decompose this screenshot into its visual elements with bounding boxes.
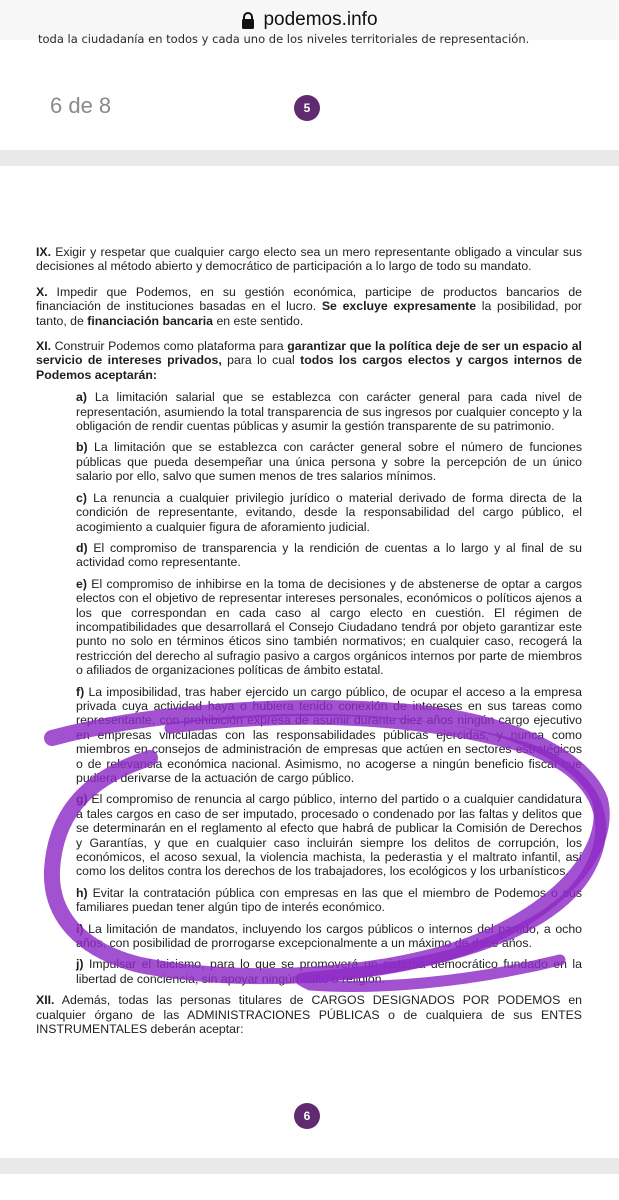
paragraph-xii: XII. Además, todas las personas titulares de CARGOS DESIGNADOS POR PODEMOS en cualquier órgano de las ADMINISTRACIONES PÚBLICAS o de cualquiera de sus ENTES INSTRUMENTALES deberán aceptar:	[36, 993, 582, 1037]
commitments-list	[76, 390, 582, 986]
list-item: b) La limitación que se establezca con carácter general sobre el número de funciones públicas que pueda desempeñar una única persona y sobre la percepción de un único salario por ello, salvo que sumen menos de tres salarios mínimos.	[76, 440, 582, 484]
document-page	[36, 245, 582, 1048]
paragraph-ix: IX. Exigir y respetar que cualquier cargo electo sea un mero representante obligado a vincular sus decisiones al método abierto y democrático de participación a lo largo de todo su mandato.	[36, 245, 582, 274]
page-number-badge: 5	[294, 95, 320, 121]
url-text: podemos.info	[263, 9, 378, 30]
list-item: j) Impulsar el laicismo, para lo que se promoverá un sistema democrático fundado en la libertad de conciencia, sin apoyar ningún culto o religión.	[76, 957, 582, 986]
page-number-badge-bottom: 6	[294, 1103, 320, 1129]
list-item: h) Evitar la contratación pública con empresas en las que el miembro de Podemos o sus familiares puedan tener algún tipo de interés económico.	[76, 885, 582, 915]
paragraph-x: X. Impedir que Podemos, en su gestión económica, participe de productos bancarios de financiación de instituciones basadas en el lucro. Se excluye expresamente la posibilidad, por tanto, de financiación bancaria en este sentido.	[36, 284, 582, 328]
previous-page-fragment	[0, 32, 619, 80]
page-separator-bottom	[0, 1158, 619, 1174]
list-item: i) La limitación de mandatos, incluyendo los cargos públicos o internos del partido, a ocho años, con posibilidad de prorrogarse excepcionalmente a un máximo de doce años.	[76, 921, 582, 951]
list-item: d) El compromiso de transparencia y la rendición de cuentas a lo largo y al final de su actividad como representante.	[76, 540, 582, 570]
cut-off-text: toda la ciudadanía en todos y cada uno de los niveles territoriales de representación.	[38, 32, 530, 46]
page-counter: 6 de 8	[50, 93, 112, 118]
list-item: g) El compromiso de renuncia al cargo público, interno del partido o a cualquier candidatura a tales cargos en caso de ser imputado, procesado o condenado por las faltas y delitos que se determinarán en el reglamento al efecto que habrá de publicar la Comisión de Derechos y Garantías, y que en cualquier caso incluirán siempre los delitos de corrupción, los económicos, el acoso sexual, la violencia machista, la pederastia y el maltrato infantil, así como los delitos contra los derechos de los trabajadores, los ecológicos y los urbanísticos.	[76, 792, 582, 879]
list-item: f) La imposibilidad, tras haber ejercido un cargo público, de ocupar el acceso a la empresa privada cuya actividad haya o hubiera tenido conexión de intereses en sus tareas como representante, con prohibición expresa de asumir durante diez años ningún cargo ejecutivo en empresas vinculadas con las responsabilidades públicas ejercidas, y nunca como miembros en consejos de administración de empresas que actúen en sectores estratégicos o de relevancia económica nacional. Asimismo, no acogerse a ningún beneficio fiscal que pudiera derivarse de la actuación de cargo público.	[76, 684, 582, 785]
list-item: a) La limitación salarial que se establezca con carácter general para cada nivel de representación, asumiendo la total transparencia de sus ingresos por cualquier concepto y la obligación de rendir cuentas públicas y asumir la gestión transparente de su patrimonio.	[76, 390, 582, 434]
lock-icon	[241, 12, 255, 29]
list-item: e) El compromiso de inhibirse en la toma de decisiones y de abstenerse de optar a cargos electos con el objetivo de representar intereses personales, económicos o políticos ajenos a los que correspondan en cada caso al cargo electo en cuestión. El régimen de incompatibilidades que desarrollará el Consejo Ciudadano tendrá por objeto garantizar este punto no solo en términos éticos sino también normativos; en cualquier caso, recogerá la restricción del derecho al sufragio pasivo a cargos orgánicos internos por parte de miembros o afiliados de organizaciones políticas de ámbito estatal.	[76, 576, 582, 678]
list-item: c) La renuncia a cualquier privilegio jurídico o material derivado de forma directa de la condición de representante, evitando, desde la responsabilidad del cargo público, el acogimiento a cualquier figura de aforamiento judicial.	[76, 490, 582, 534]
paragraph-xi: XI. Construir Podemos como plataforma para garantizar que la política deje de ser un espacio al servicio de intereses privados, para lo cual todos los cargos electos y cargos internos de Podemos aceptarán:	[36, 339, 582, 382]
page-separator	[0, 150, 619, 166]
